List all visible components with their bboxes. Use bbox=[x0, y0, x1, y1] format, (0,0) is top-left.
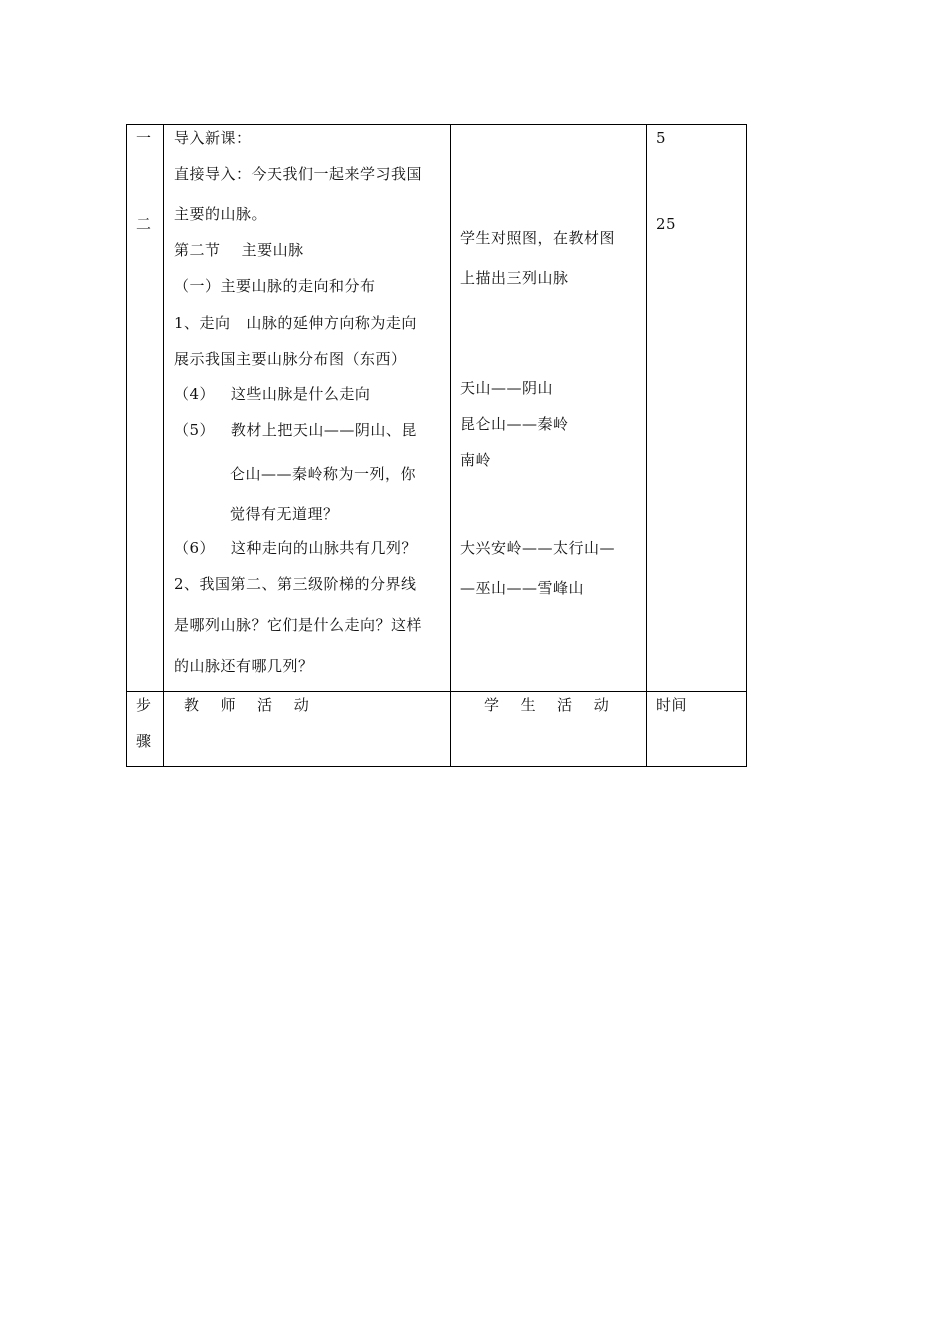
teacher-line: 仑山——秦岭称为一列，你 bbox=[230, 465, 417, 483]
student-line: 天山——阴山 bbox=[460, 379, 554, 397]
teacher-line: 展示我国主要山脉分布图（东西） bbox=[174, 350, 407, 368]
step-header: 骤 bbox=[136, 732, 152, 750]
teacher-line: 直接导入：今天我们一起来学习我国 bbox=[174, 165, 423, 183]
teacher-line: （5） 教材上把天山——阴山、昆 bbox=[174, 421, 417, 439]
step-label: 二 bbox=[136, 215, 152, 233]
student-activity-header: 学 生 活 动 bbox=[484, 696, 610, 714]
column-divider-teacher bbox=[450, 124, 451, 767]
table-border-left bbox=[126, 124, 127, 767]
student-line: 大兴安岭——太行山— bbox=[460, 539, 616, 557]
teacher-line: 的山脉还有哪几列？ bbox=[174, 657, 314, 675]
student-line: 昆仑山——秦岭 bbox=[460, 415, 569, 433]
student-line: —巫山——雪峰山 bbox=[460, 579, 585, 597]
teacher-line: （一）主要山脉的走向和分布 bbox=[174, 277, 376, 295]
table-border-top bbox=[126, 124, 747, 125]
section-heading: 第二节 主要山脉 bbox=[174, 241, 304, 259]
teacher-line: 主要的山脉。 bbox=[174, 205, 268, 223]
table-border-right bbox=[746, 124, 747, 767]
step-label: 一 bbox=[136, 129, 152, 147]
teacher-line: 2、我国第二、第三级阶梯的分界线 bbox=[174, 575, 417, 593]
teacher-line: （6） 这种走向的山脉共有几列？ bbox=[174, 539, 417, 557]
student-line: 上描出三列山脉 bbox=[460, 269, 569, 287]
step-header: 步 bbox=[136, 696, 152, 714]
column-divider-student bbox=[646, 124, 647, 767]
student-line: 学生对照图，在教材图 bbox=[460, 229, 616, 247]
time-value: 5 bbox=[656, 129, 667, 147]
teacher-line: 是哪列山脉？它们是什么走向？这样 bbox=[174, 616, 423, 634]
lesson-plan-table bbox=[126, 124, 747, 767]
teacher-line: 觉得有无道理？ bbox=[230, 505, 339, 523]
column-divider-step bbox=[163, 124, 164, 767]
teacher-line: 1、走向 山脉的延伸方向称为走向 bbox=[174, 314, 417, 332]
time-value: 25 bbox=[656, 215, 677, 233]
student-line: 南岭 bbox=[460, 451, 492, 469]
teacher-line: （4） 这些山脉是什么走向 bbox=[174, 385, 371, 403]
table-border-bottom bbox=[126, 766, 747, 767]
teacher-activity-header: 教 师 活 动 bbox=[184, 696, 310, 714]
row-divider bbox=[126, 691, 747, 692]
time-header: 时间 bbox=[656, 696, 688, 714]
teacher-line: 导入新课： bbox=[174, 129, 252, 147]
